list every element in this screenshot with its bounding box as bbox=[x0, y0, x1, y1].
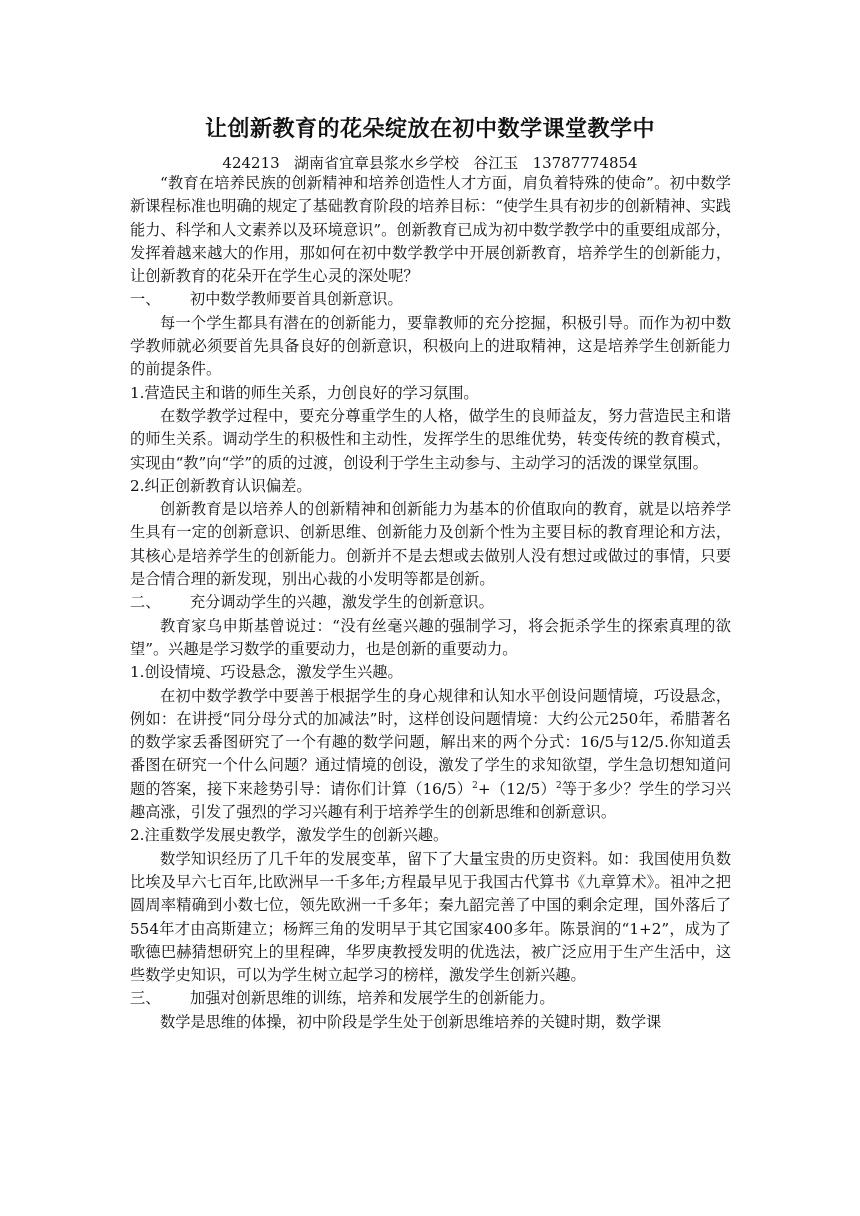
section-number: 二、 bbox=[130, 593, 161, 612]
subsection-heading: 2.注重数学发展史教学，激发学生的创新兴趣。 bbox=[130, 826, 449, 845]
subsection-heading: 1.创设情境、巧设悬念，激发学生兴趣。 bbox=[130, 663, 403, 682]
author-line: 424213 湖南省宜章县浆水乡学校 谷江玉 13787774854 bbox=[222, 154, 638, 172]
section-number: 一、 bbox=[130, 290, 161, 309]
paragraph: 创新教育是以培养人的创新精神和创新能力为基本的价值取向的教育，就是以培养学生具有一定的创新意识、创新思维、创新能力及创新个性为主要目标的教育理论和方法，其核心是培养学生的创新能力。创新并不是去想或去做别人没有想过或做过的事情，只要是合情合理的新发现，别出心裁的小发明等都是创新。 bbox=[130, 500, 731, 589]
section-heading-2 bbox=[130, 591, 731, 614]
subsection-heading: 2.纠正创新教育认识偏差。 bbox=[130, 476, 312, 495]
subsection-heading: 1.营造民主和谐的师生关系，力创良好的学习氛围。 bbox=[130, 383, 479, 402]
paragraph-with-formula bbox=[130, 685, 731, 825]
section-lead-paragraph: 数学是思维的体操，初中阶段是学生处于创新思维培养的关键时期，数学课 bbox=[160, 1012, 662, 1031]
section-title: 初中数学教师要首具创新意识。 bbox=[190, 290, 403, 309]
section-title: 充分调动学生的兴趣，激发学生的创新意识。 bbox=[190, 593, 494, 612]
intro-paragraph: “教育在培养民族的创新精神和培养创造性人才方面，肩负着特殊的使命”。初中数学新课程标准也明确的规定了基础教育阶段的培养目标：“使学生具有初步的创新精神、实践能力、科学和人文素养以及环境意识”。创新教育已成为初中数学教学中的重要组成部分，发挥着越来越大的作用，那如何在初中数学教学中开展创新教育，培养学生的创新能力，让创新教育的花朵开在学生心灵的深处呢？ bbox=[130, 174, 731, 286]
section-number: 三、 bbox=[130, 989, 161, 1008]
paragraph-text: 在初中数学教学中要善于根据学生的身心规律和认知水平创设问题情境，巧设悬念，例如：在讲授“同分母分式的加减法”时，这样创设问题情境：大约公元250年，希腊著名的数学家丢番图研究了一个有趣的数学问题，解出来的两个分式：16/5与12/5.你知道丢番图在研究一个什么问题？通过情境的创设，激发了学生的求知欲望，学生急切想知道问题的答案，接下来趁势引导：请你们计算（16/5） bbox=[130, 686, 731, 798]
superscript: 2 bbox=[555, 780, 562, 791]
section-lead-paragraph: 每一个学生都具有潜在的创新能力，要靠教师的充分挖掘，积极引导。而作为初中数学教师就必须要首先具备良好的创新意识，积极向上的进取精神，这是培养学生创新能力的前提条件。 bbox=[130, 313, 731, 379]
section-title: 加强对创新思维的训练，培养和发展学生的创新能力。 bbox=[190, 989, 555, 1008]
paragraph-text: +（12/5） bbox=[477, 779, 556, 798]
superscript: 2 bbox=[472, 780, 478, 791]
document-title: 让创新教育的花朵绽放在初中数学课堂教学中 bbox=[204, 116, 655, 142]
paragraph-text: 等于多少？学生的学习兴趣高涨，引发了强烈的学习兴趣有利于培养学生的创新思维和创新意识。 bbox=[130, 779, 731, 822]
paragraph: 在数学教学过程中，要充分尊重学生的人格，做学生的良师益友，努力营造民主和谐的师生关系。调动学生的积极性和主动性，发挥学生的思维优势，转变传统的教育模式，实现由“教”向“学”的质的过渡，创设利于学生主动参与、主动学习的活泼的课堂氛围。 bbox=[130, 406, 731, 472]
section-heading-1 bbox=[130, 288, 731, 311]
document-body bbox=[130, 172, 731, 1034]
paragraph: 数学知识经历了几千年的发展变革，留下了大量宝贵的历史资料。如：我国使用负数比埃及早六七百年,比欧洲早一千多年;方程最早见于我国古代算书《九章算术》。祖冲之把圆周率精确到小数七位，领先欧洲一千多年；秦九韶完善了中国的剩余定理，国外落后了554年才由高斯建立；杨辉三角的发明早于其它国家400多年。陈景润的“1+2”，成为了歌德巴赫猜想研究上的里程碑，华罗庚教授发明的优选法，被广泛应用于生产生活中，这些数学史知识，可以为学生树立起学习的榜样，激发学生创新兴趣。 bbox=[130, 849, 731, 985]
section-heading-3 bbox=[130, 987, 731, 1010]
section-lead-paragraph: 教育家乌申斯基曾说过：“没有丝毫兴趣的强制学习，将会扼杀学生的探索真理的欲望”。兴趣是学习数学的重要动力，也是创新的重要动力。 bbox=[130, 616, 731, 658]
